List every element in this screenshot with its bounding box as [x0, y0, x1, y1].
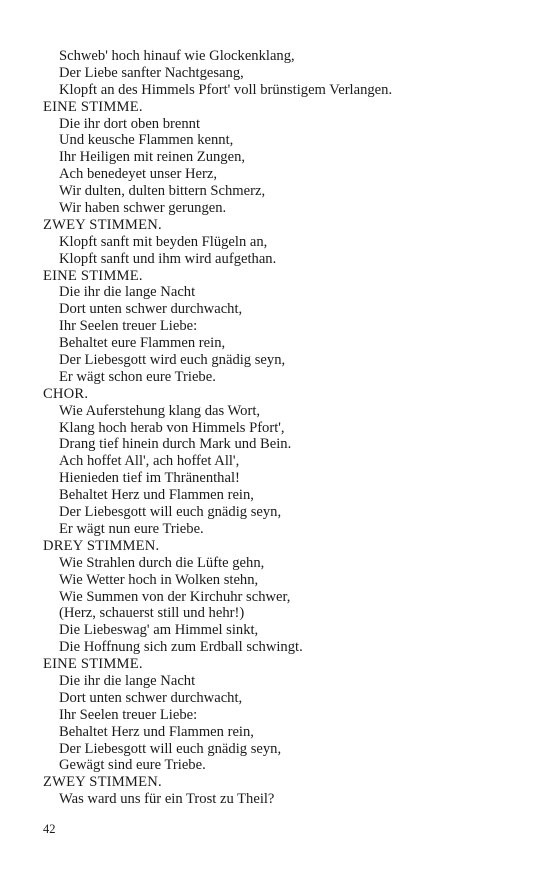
- page-number: 42: [43, 822, 56, 836]
- verse-line: (Herz, schauerst still und hehr!): [59, 605, 245, 622]
- verse-line: Der Liebesgott will euch gnädig seyn,: [59, 504, 282, 521]
- verse-line: Wie Summen von der Kirchuhr schwer,: [59, 588, 291, 605]
- speaker-heading: ZWEY STIMMEN.: [43, 216, 162, 233]
- verse-line: Die Liebeswag' am Himmel sinkt,: [59, 622, 259, 639]
- verse-line: Die Hoffnung sich zum Erdball schwingt.: [59, 639, 303, 656]
- speaker-heading: EINE STIMME.: [43, 98, 143, 115]
- verse-line: Dort unten schwer durchwacht,: [59, 301, 243, 318]
- verse-line: Ach benedeyet unser Herz,: [59, 166, 218, 183]
- verse-line: Der Liebesgott will euch gnädig seyn,: [59, 740, 282, 757]
- verse-line: Hienieden tief im Thränenthal!: [59, 470, 240, 487]
- verse-line: Wie Auferstehung klang das Wort,: [59, 402, 261, 419]
- verse-line: Klopft sanft mit beyden Flügeln an,: [59, 233, 268, 250]
- verse-line: Klopft sanft und ihm wird aufgethan.: [59, 250, 277, 267]
- verse-line: Klopft an des Himmels Pfort' voll brünstigem Verlangen.: [59, 81, 393, 98]
- verse-line: Ihr Seelen treuer Liebe:: [59, 706, 198, 723]
- verse-line: Behaltet Herz und Flammen rein,: [59, 723, 254, 740]
- verse-line: Er wägt nun eure Triebe.: [59, 520, 204, 537]
- speaker-heading: EINE STIMME.: [43, 267, 143, 284]
- verse-line: Die ihr dort oben brennt: [59, 115, 201, 132]
- verse-line: Die ihr die lange Nacht: [59, 284, 196, 301]
- verse-line: Er wägt schon eure Triebe.: [59, 368, 216, 385]
- verse-line: Gewägt sind eure Triebe.: [59, 757, 206, 774]
- verse-line: Ach hoffet All', ach hoffet All',: [59, 453, 240, 470]
- speaker-heading: CHOR.: [43, 385, 89, 402]
- verse-line: Klang hoch herab von Himmels Pfort',: [59, 419, 285, 436]
- verse-line: Der Liebe sanfter Nachtgesang,: [59, 64, 244, 81]
- verse-line: Behaltet eure Flammen rein,: [59, 335, 226, 352]
- speaker-heading: EINE STIMME.: [43, 656, 143, 673]
- verse-line: Die ihr die lange Nacht: [59, 672, 196, 689]
- verse-line: Der Liebesgott wird euch gnädig seyn,: [59, 352, 286, 369]
- verse-line: Wie Wetter hoch in Wolken stehn,: [59, 571, 259, 588]
- verse-line: Wie Strahlen durch die Lüfte gehn,: [59, 554, 265, 571]
- verse-line: Ihr Seelen treuer Liebe:: [59, 318, 198, 335]
- verse-line: Drang tief hinein durch Mark und Bein.: [59, 436, 292, 453]
- verse-line: Schweb' hoch hinauf wie Glockenklang,: [59, 48, 295, 64]
- verse-line: Was ward uns für ein Trost zu Theil?: [59, 791, 275, 808]
- verse-line: Wir haben schwer gerungen.: [59, 200, 227, 217]
- verse-line: Dort unten schwer durchwacht,: [59, 689, 243, 706]
- speaker-heading: ZWEY STIMMEN.: [43, 774, 162, 791]
- verse-line: Behaltet Herz und Flammen rein,: [59, 487, 254, 504]
- speaker-heading: DREY STIMMEN.: [43, 537, 160, 554]
- verse-line: Ihr Heiligen mit reinen Zungen,: [59, 149, 246, 166]
- verse-line: Und keusche Flammen kennt,: [59, 132, 234, 149]
- verse-line: Wir dulten, dulten bittern Schmerz,: [59, 183, 266, 200]
- poem-text-block: [43, 48, 523, 808]
